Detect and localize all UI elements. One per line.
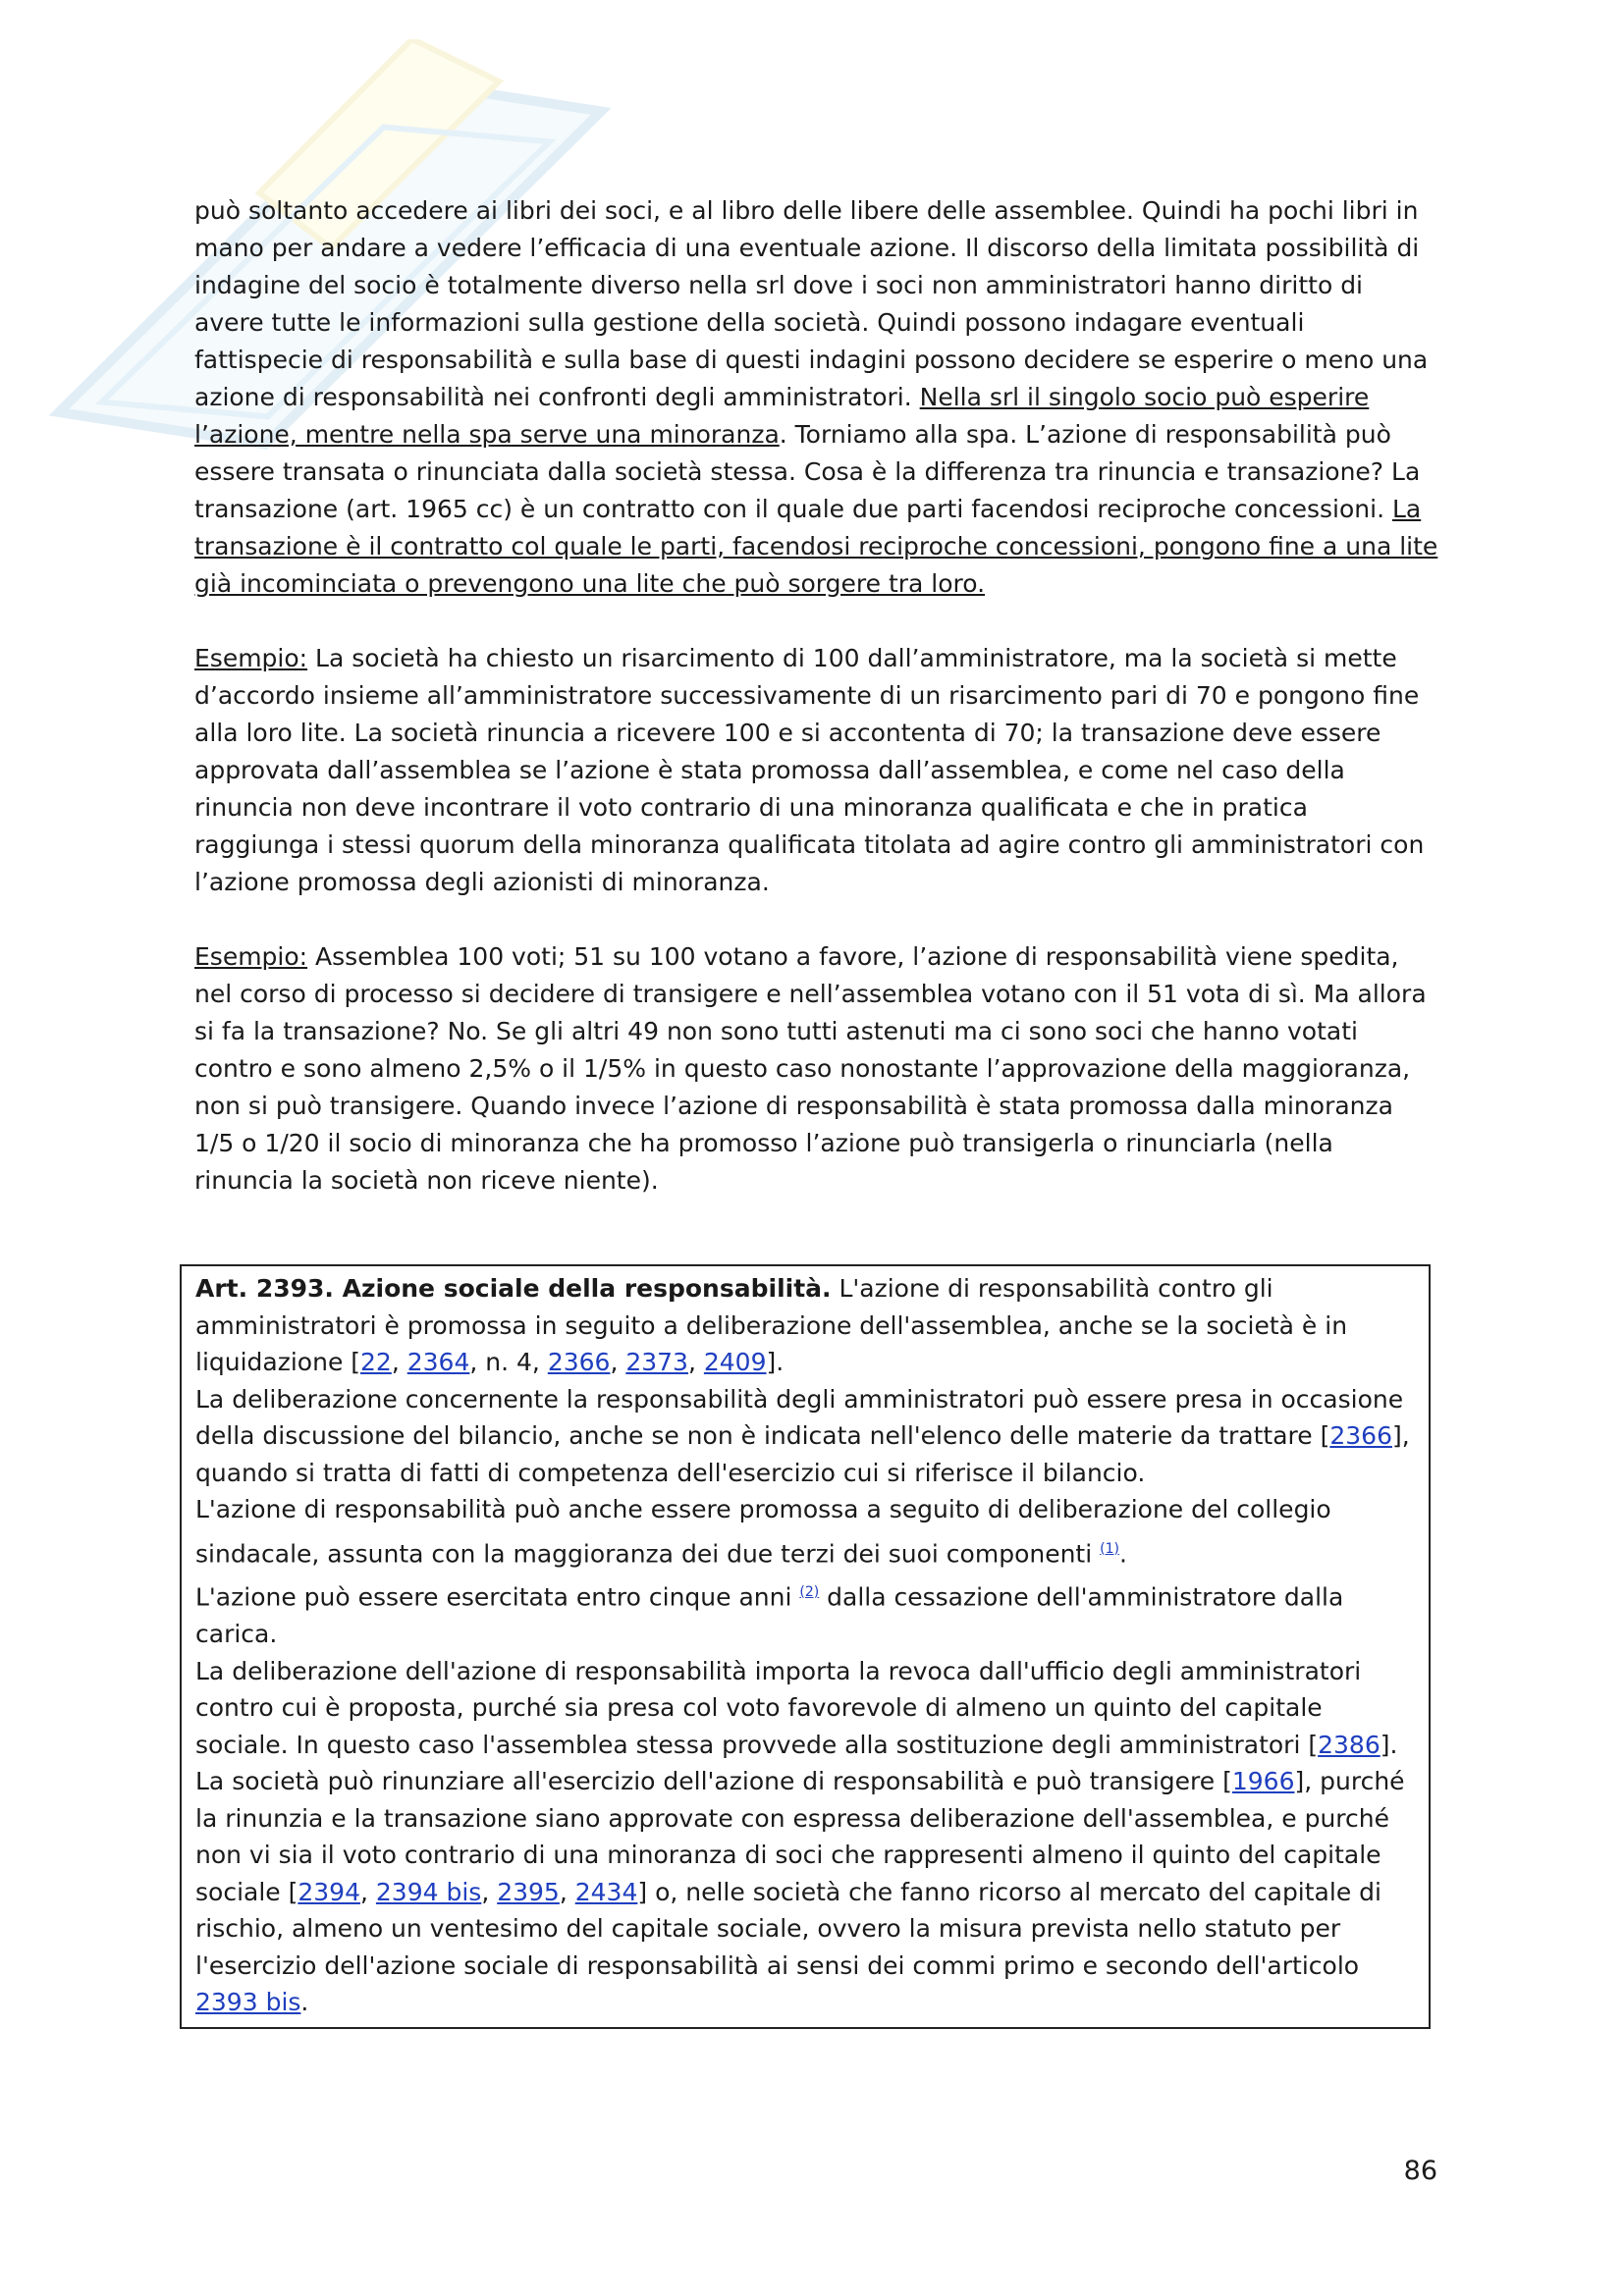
footnote-link-1[interactable]: (1) (1100, 1540, 1119, 1557)
law-paragraph-4: L'azione può essere esercitata entro cinque anni $^{(2)}$ dalla cessazione dell'amministratore dalla carica. (195, 1582, 1344, 1649)
paragraph-intro: può soltanto accedere ai libri dei soci, e al libro delle libere delle assemblee. Quindi ha pochi libri in mano per andare a vedere l’efficacia di una eventuale azione. Il discorso della limitata possibilità di indagine del socio è totalmente diverso nella srl dove i soci non amministratori hanno diritto di avere tutte le informazioni sulla gestione della società. Quindi possono indagare eventuali fattispecie di responsabilità e sulla base di questi indagini possono decidere se esperire o meno una azione di responsabilità nei confronti degli amministratori. Nella srl il singolo socio può esperire l’azione, mentre nella spa serve una minoranza. Torniamo alla spa. L’azione di responsabilità può essere transata o rinunciata dalla società stessa. Cosa è la differenza tra rinuncia e transazione? La transazione (art. 1965 cc) è un contratto con il quale due parti facendosi reciproche concessioni. La transazione è il contratto col quale le parti, facendosi reciproche concessioni, pongono fine a una lite già incominciata o prevengono una lite che può sorgere tra loro. (194, 196, 1438, 598)
footnote-link-2[interactable]: (2) (799, 1584, 820, 1601)
ref-link-2366[interactable]: 2366 (547, 1348, 611, 1376)
law-paragraph-1: Art. 2393. Azione sociale della responsabilità. L'azione di responsabilità contro gli amministratori è promossa in seguito a deliberazione dell'assemblea, anche se la società è in liquidazione [22, 2364, n. 4, 2366, 2373, 2409]. (195, 1274, 1348, 1376)
ref-link-2366[interactable]: 2366 (1329, 1421, 1392, 1450)
ref-link-2386[interactable]: 2386 (1318, 1730, 1380, 1759)
main-text (194, 192, 1439, 1200)
underlined-srl-spa: Nella srl il singolo socio può esperire l’azione, mentre nella spa serve una minoranza (194, 383, 1370, 449)
page-number: 86 (1403, 2156, 1437, 2186)
ref-link-2364[interactable]: 2364 (406, 1348, 470, 1376)
paragraph-example-2: Esempio: Assemblea 100 voti; 51 su 100 votano a favore, l’azione di responsabilità viene spedita, nel corso di processo si decidere di transigere e nell’assemblea votano con il 51 vota di sì. Ma allora si fa la transazione? No. Se gli altri 49 non sono tutti astenuti ma ci sono soci che hanno votati contro e sono almeno 2,5% o il 1/5% in questo caso nonostante l’approvazione della maggioranza, non si può transigere. Quando invece l’azione di responsabilità è stata promossa dalla minoranza 1/5 o 1/20 il socio di minoranza che ha promosso l’azione può transigerla o rinunciarla (nella rinuncia la società non riceve niente). (194, 942, 1427, 1195)
law-title: Art. 2393. Azione sociale della responsabilità. (195, 1274, 832, 1303)
ref-link-2409[interactable]: 2409 (703, 1348, 767, 1376)
underlined-transazione-definition: La transazione è il contratto col quale le parti, facendosi reciproche concessioni, pongono fine a una lite già incominciata o prevengono una lite che può sorgere tra loro. (194, 495, 1438, 598)
ref-link-2394[interactable]: 2394 (298, 1877, 360, 1906)
example-label: Esempio: (194, 942, 308, 971)
ref-link-2393-bis[interactable]: 2393 bis (195, 1988, 301, 2017)
ref-link-2394-bis[interactable]: 2394 bis (375, 1877, 482, 1906)
ref-link-2373[interactable]: 2373 (625, 1348, 688, 1376)
law-paragraph-6: La società può rinunziare all'esercizio dell'azione di responsabilità e può transigere [1966], purché la rinunzia e la transazione siano approvate con espressa deliberazione dell'assemblea, e purché non vi sia il voto contrario di una minoranza di soci che rappresenti almeno il quinto del capitale sociale [2394, 2394 bis, 2395, 2434] o, nelle società che fanno ricorso al mercato del capitale di rischio, almeno un ventesimo del capitale sociale, ovvero la misura prevista nello statuto per l'esercizio dell'azione sociale di responsabilità ai sensi dei commi primo e secondo dell'articolo 2393 bis. (195, 1767, 1405, 2017)
paragraph-example-1: Esempio: La società ha chiesto un risarcimento di 100 dall’amministratore, ma la società si mette d’accordo insieme all’amministratore successivamente di un risarcimento pari di 70 e pongono fine alla loro lite. La società rinuncia a ricevere 100 e si accontenta di 70; la transazione deve essere approvata dall’assemblea se l’azione è stata promossa dall’assemblea, e come nel caso della rinuncia non deve incontrare il voto contrario di una minoranza qualificata e che in pratica raggiunga i stessi quorum della minoranza qualificata titolata ad agire contro gli amministratori con l’azione promossa degli azionisti di minoranza. (194, 644, 1425, 896)
law-paragraph-2: La deliberazione concernente la responsabilità degli amministratori può essere presa in occasione della discussione del bilancio, anche se non è indicata nell'elenco delle materie da trattare [2366], quando si tratta di fatti di competenza dell'esercizio cui si riferisce il bilancio. (195, 1384, 1410, 1487)
law-article-box (180, 1264, 1431, 2029)
ref-link-2434[interactable]: 2434 (574, 1877, 638, 1906)
ref-link-2395[interactable]: 2395 (497, 1877, 560, 1906)
ref-link-1966[interactable]: 1966 (1231, 1767, 1295, 1796)
law-paragraph-3: L'azione di responsabilità può anche essere promossa a seguito di deliberazione del collegio sindacale, assunta con la maggioranza dei due terzi dei suoi componenti $^{(1)}$. (195, 1495, 1331, 1568)
example-label: Esempio: (194, 644, 308, 672)
law-paragraph-5: La deliberazione dell'azione di responsabilità importa la revoca dall'ufficio degli amministratori contro cui è proposta, purché sia presa col voto favorevole di almeno un quinto del capitale sociale. In questo caso l'assemblea stessa provvede alla sostituzione degli amministratori [2386]. (195, 1656, 1398, 1759)
ref-link-22[interactable]: 22 (360, 1348, 392, 1376)
